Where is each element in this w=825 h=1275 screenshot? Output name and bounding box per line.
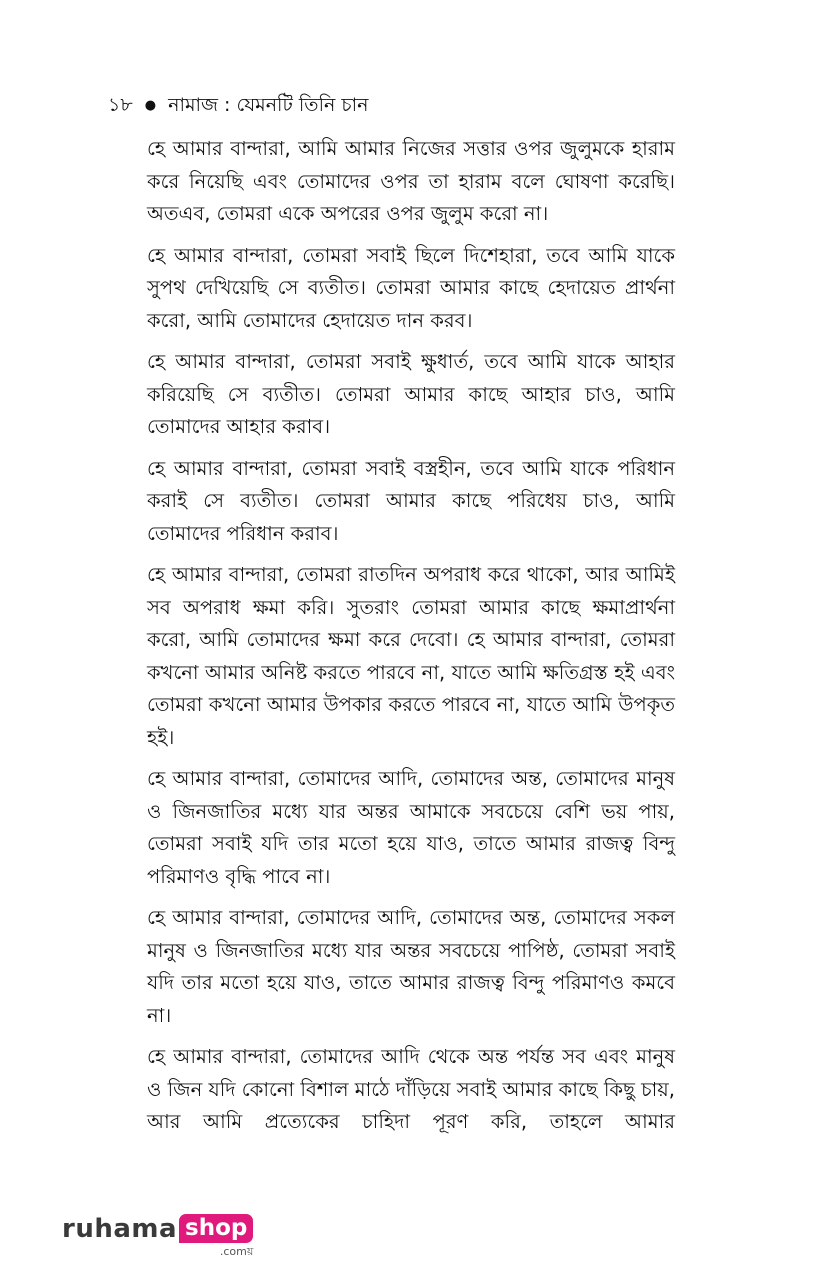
watermark-brand-ruhama: ruhama <box>62 1214 178 1244</box>
running-title: নামাজ : যেমনটি তিনি চান <box>168 94 369 116</box>
publisher-watermark-logo <box>62 1214 253 1260</box>
paragraph-1: হে আমার বান্দারা, আমি আমার নিজের সত্তার ওপর জুলুমকে হারাম করে নিয়েছি এবং তোমাদের ওপর তা হারাম বলে ঘোষণা করেছি। অতএব, তোমরা একে অপরের ওপর জুলুম করো না। <box>147 137 675 225</box>
watermark-shop-badge <box>179 1214 254 1258</box>
running-header <box>108 92 368 119</box>
paragraph-6: হে আমার বান্দারা, তোমাদের আদি, তোমাদের অন্ত, তোমাদের মানুষ ও জিনজাতির মধ্যে যার অন্তর আমাকে সবচেয়ে বেশি ভয় পায়, তোমরা সবাই যদি তার মতো হয়ে যাও, তাতে আমার রাজত্ব বিন্দু পরিমাণও বৃদ্ধি পাবে না। <box>147 767 675 888</box>
body-text <box>147 133 675 1148</box>
paragraph-2: হে আমার বান্দারা, তোমরা সবাই ছিলে দিশেহারা, তবে আমি যাকে সুপথ দেখিয়েছি সে ব্যতীত। তোমরা আমার কাছে হেদায়েত প্রার্থনা করো, আমি তোমাদের হেদায়েত দান করব। <box>147 243 675 332</box>
paragraph-8: হে আমার বান্দারা, তোমাদের আদি থেকে অন্ত পর্যন্ত সব এবং মানুষ ও জিন যদি কোনো বিশাল মাঠে দাঁড়িয়ে সবাই আমার কাছে কিছু চায়, আর আমি প্রত্যেকের চাহিদা পূরণ করি, তাহলে আমার <box>147 1045 675 1133</box>
paragraph-4: হে আমার বান্দারা, তোমরা সবাই বস্ত্রহীন, তবে আমি যাকে পরিধান করাই সে ব্যতীত। তোমরা আমার কাছে পরিধেয় চাও, আমি তোমাদের পরিধান করাব। <box>147 456 675 545</box>
paragraph-7: হে আমার বান্দারা, তোমাদের আদি, তোমাদের অন্ত, তোমাদের সকল মানুষ ও জিনজাতির মধ্যে যার অন্তর সবচেয়ে পাপিষ্ঠ, তোমরা সবাই যদি তার মতো হয়ে যাও, তাতে আমার রাজত্ব বিন্দু পরিমাণও কমবে না। <box>147 906 675 1027</box>
watermark-domain: .comয় <box>219 1245 254 1258</box>
bullet-separator: ● <box>144 98 157 113</box>
paragraph-5: হে আমার বান্দারা, তোমরা রাতদিন অপরাধ করে থাকো, আর আমিই সব অপরাধ ক্ষমা করি। সুতরাং তোমরা আমার কাছে ক্ষমাপ্রার্থনা করো, আমি তোমাদের ক্ষমা করে দেবো। হে আমার বান্দারা, তোমরা কখনো আমার অনিষ্ট করতে পারবে না, যাতে আমি ক্ষতিগ্রস্ত হই এবং তোমরা কখনো আমার উপকার করতে পারবে না, যাতে আমি উপকৃত হই। <box>147 563 675 749</box>
watermark-brand-shop: shop <box>179 1214 253 1243</box>
paragraph-3: হে আমার বান্দারা, তোমরা সবাই ক্ষুধার্ত, তবে আমি যাকে আহার করিয়েছি সে ব্যতীত। তোমরা আমার কাছে আহার চাও, আমি তোমাদের আহার করাব। <box>147 350 675 438</box>
page-number: ১৮ <box>108 94 133 116</box>
